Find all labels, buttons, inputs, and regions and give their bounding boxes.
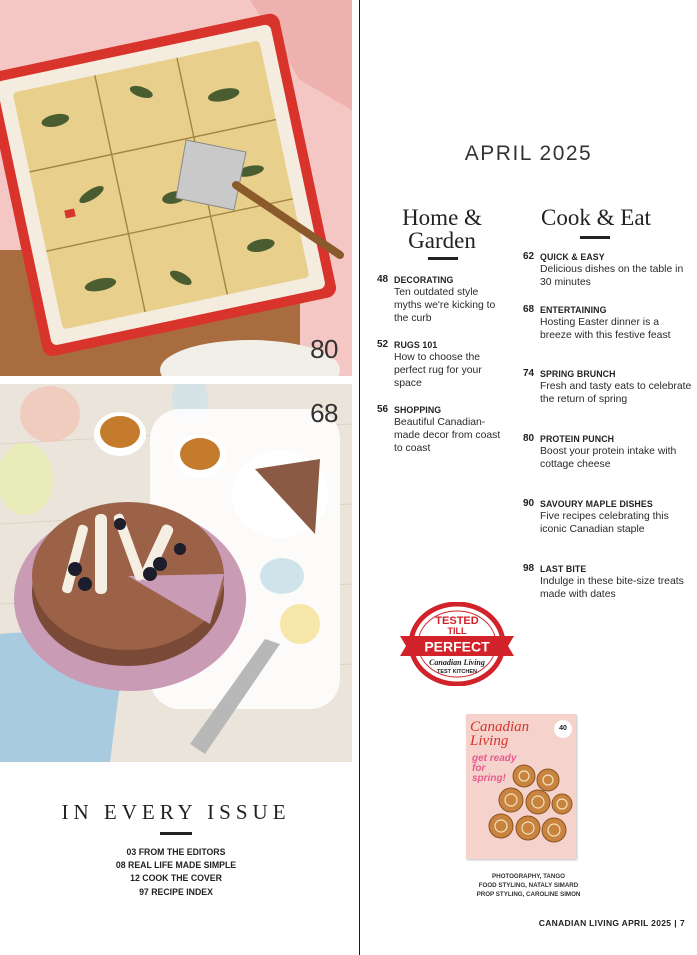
every-issue-label: RECIPE INDEX [151,886,213,898]
badge-line2: TILL [447,626,467,636]
toc-description: Boost your protein intake with cottage cheese [540,446,677,470]
toc-page-number: 56 [377,404,389,415]
badge-line1: TESTED [435,615,479,627]
every-issue-item[interactable] [14,846,338,859]
badge-line3: PERFECT [424,638,490,655]
toc-category: SAVOURY MAPLE DISHES [540,499,653,509]
frittata-photo [0,0,352,376]
toc-entry-savoury-maple[interactable] [523,498,693,536]
toc-entry-protein-punch[interactable] [523,433,693,471]
frittata-illustration [0,0,352,376]
toc-page-number: 90 [523,498,535,509]
cover-headline [472,754,516,784]
toc-page-number: 52 [377,339,389,350]
toc-entry-last-bite[interactable] [523,563,693,601]
issue-date: APRIL 2025 [464,142,593,165]
footer-page-number: 7 [679,918,685,928]
every-issue-num: 97 [139,886,149,898]
toc-page-number: 98 [523,563,535,574]
badge-sub: TEST KITCHEN [436,669,478,675]
every-issue-label: REAL LIFE MADE SIMPLE [128,860,237,872]
cheesecake-photo [0,384,352,762]
section-title-home-garden [386,206,498,252]
section-rule-cook [580,236,610,239]
toc-entry-quick-easy[interactable] [523,251,693,289]
toc-page-number: 80 [523,433,535,444]
toc-category: PROTEIN PUNCH [540,434,615,444]
toc-page-number: 48 [377,274,389,285]
section-title-line: Garden [408,228,476,253]
page-ref-top: 80 [310,334,338,364]
badge-brand: Canadian Living [429,658,485,667]
every-issue-label: COOK THE COVER [142,873,222,885]
toc-entry-rugs[interactable] [377,339,503,390]
every-issue-num: 03 [126,847,137,858]
every-issue-num: 08 [115,860,126,872]
cover-brand-line: Canadian [470,719,530,735]
cover-anniversary-badge: 40 [554,720,572,738]
toc-category: DECORATING [394,275,454,285]
toc-description: Indulge in these bite-size treats made with dates [540,576,684,600]
toc-description: Hosting Easter dinner is a breeze with this festive feast [540,317,671,341]
toc-description: Beautiful Canadian-made decor from coast to coast [394,417,501,454]
toc-category: SHOPPING [394,405,442,415]
toc-entry-entertaining[interactable] [523,304,693,342]
page-footer [539,918,685,928]
toc-category: ENTERTAINING [540,305,607,315]
every-issue-item[interactable] [14,872,338,885]
cover-headline-line: get ready [472,753,517,764]
every-issue-item[interactable] [14,886,338,899]
every-issue-rule [160,832,192,835]
cover-headline-line: spring! [472,773,506,784]
toc-page-number: 68 [523,304,535,315]
every-issue-title: IN EVERY ISSUE [61,800,291,824]
toc-page-number: 74 [523,368,535,379]
every-issue-label: FROM THE EDITORS [138,847,226,858]
section-title-line: Home & [402,205,482,230]
toc-category: QUICK & EASY [540,252,605,262]
tested-till-perfect-badge [398,602,516,686]
cover-brand [470,720,529,748]
toc-category: RUGS 101 [394,340,438,350]
toc-entry-shopping[interactable] [377,404,503,455]
cover-brand-line: Living [470,733,509,749]
photo-credits [360,872,697,899]
toc-description: How to choose the perfect rug for your space [394,352,482,389]
cheesecake-illustration [0,384,352,762]
toc-entry-decorating[interactable] [377,274,503,325]
magazine-cover-thumbnail[interactable] [466,714,576,859]
toc-description: Fresh and tasty eats to celebrate the return of spring [540,381,692,405]
section-rule-home [428,257,458,260]
section-title-cook-eat: Cook & Eat [541,205,651,230]
every-issue-item[interactable] [14,859,338,872]
footer-text: CANADIAN LIVING APRIL 2025 [538,918,672,928]
credit-line: FOOD STYLING, NATALY SIMARD [478,882,579,889]
every-issue-num: 12 [130,873,140,885]
credit-line: PHOTOGRAPHY, TANGO [492,873,565,880]
toc-entry-spring-brunch[interactable] [523,368,693,406]
toc-category: SPRING BRUNCH [540,369,616,379]
cover-headline-line: for [472,763,486,774]
toc-page-number: 62 [523,251,535,262]
footer-separator: | [674,918,677,928]
toc-description: Five recipes celebrating this iconic Canadian staple [540,511,669,535]
page-ref-bottom: 68 [310,398,338,428]
toc-description: Ten outdated style myths we're kicking to the curb [394,287,496,324]
toc-description: Delicious dishes on the table in 30 minutes [540,264,684,288]
credit-line: PROP STYLING, CAROLINE SIMON [476,891,581,898]
toc-category: LAST BITE [540,564,587,574]
every-issue-list [0,846,352,899]
